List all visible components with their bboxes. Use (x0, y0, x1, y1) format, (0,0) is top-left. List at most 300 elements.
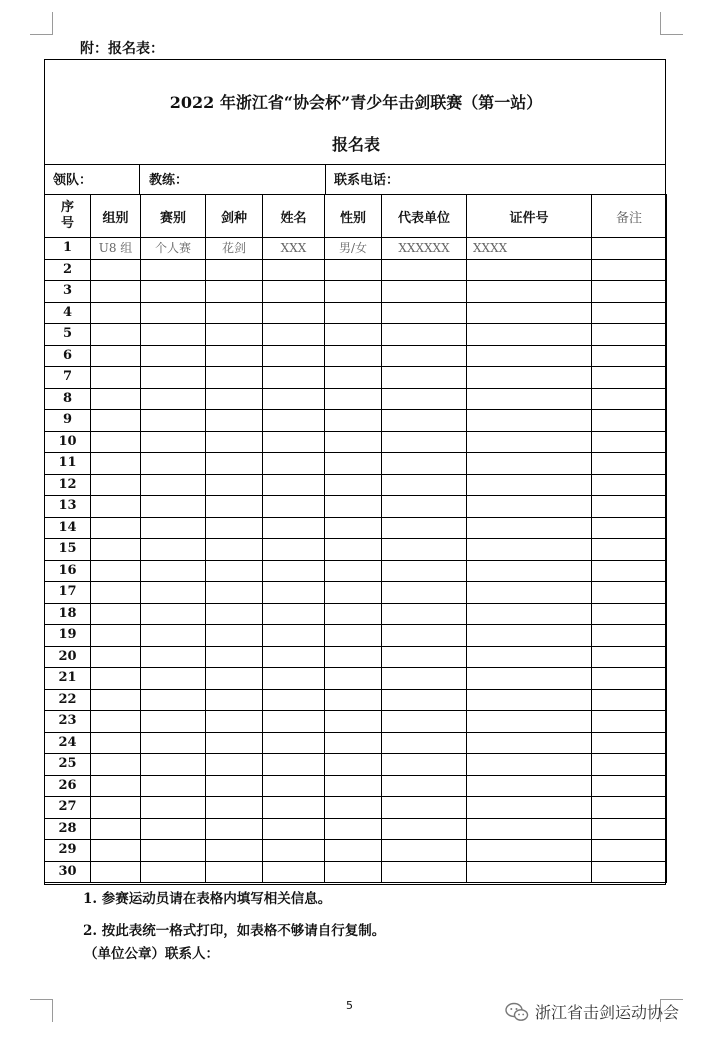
row-number: 22 (45, 689, 91, 711)
cell-name[interactable] (263, 711, 325, 733)
cell-weapon[interactable] (206, 861, 263, 883)
row-number: 19 (45, 625, 91, 647)
cell-gender[interactable] (325, 259, 382, 281)
cell-group[interactable] (91, 281, 141, 303)
cell-unit[interactable] (382, 861, 467, 883)
cell-unit[interactable] (382, 732, 467, 754)
cell-gender[interactable] (325, 496, 382, 518)
cell-weapon[interactable] (206, 324, 263, 346)
cell-unit[interactable] (382, 668, 467, 690)
cell-weapon[interactable] (206, 582, 263, 604)
cell-remark[interactable] (592, 711, 667, 733)
cell-unit[interactable]: XXXXXX (382, 238, 467, 260)
cell-weapon[interactable] (206, 775, 263, 797)
cell-event[interactable] (141, 388, 206, 410)
cell-gender[interactable] (325, 689, 382, 711)
row-number: 9 (45, 410, 91, 432)
row-number: 28 (45, 818, 91, 840)
cell-gender[interactable] (325, 281, 382, 303)
cell-event[interactable] (141, 453, 206, 475)
cell-gender[interactable]: 男/女 (325, 238, 382, 260)
cell-unit[interactable] (382, 474, 467, 496)
row-number: 2 (45, 259, 91, 281)
row-number: 10 (45, 431, 91, 453)
cell-gender[interactable] (325, 474, 382, 496)
cell-gender[interactable] (325, 517, 382, 539)
cell-unit[interactable] (382, 324, 467, 346)
cell-name[interactable] (263, 840, 325, 862)
cell-unit[interactable] (382, 603, 467, 625)
cell-remark[interactable] (592, 582, 667, 604)
cell-id[interactable] (467, 367, 592, 389)
cell-event[interactable] (141, 711, 206, 733)
cell-gender[interactable] (325, 797, 382, 819)
watermark-text: 浙江省击剑运动协会 (535, 1003, 680, 1022)
form-subtitle: 报名表 (331, 135, 380, 154)
cell-weapon[interactable] (206, 517, 263, 539)
header-seq (45, 195, 91, 238)
cell-unit[interactable] (382, 453, 467, 475)
cell-id[interactable] (467, 668, 592, 690)
table-row (45, 238, 667, 260)
table-row (45, 517, 667, 539)
cell-gender[interactable] (325, 861, 382, 883)
cell-group[interactable] (91, 582, 141, 604)
cell-remark[interactable] (592, 302, 667, 324)
cell-weapon[interactable] (206, 431, 263, 453)
cell-event[interactable] (141, 646, 206, 668)
cell-group[interactable] (91, 496, 141, 518)
cell-id[interactable] (467, 259, 592, 281)
cell-remark[interactable] (592, 388, 667, 410)
table-row (45, 345, 667, 367)
cell-name[interactable] (263, 818, 325, 840)
cell-unit[interactable] (382, 517, 467, 539)
coach-field[interactable]: 教练： (139, 164, 325, 195)
cell-name[interactable] (263, 496, 325, 518)
cell-weapon[interactable] (206, 496, 263, 518)
table-row (45, 689, 667, 711)
cell-weapon[interactable] (206, 560, 263, 582)
row-number: 13 (45, 496, 91, 518)
cell-remark[interactable] (592, 345, 667, 367)
cell-gender[interactable] (325, 410, 382, 432)
cell-gender[interactable] (325, 818, 382, 840)
cell-event[interactable] (141, 345, 206, 367)
cell-id[interactable] (467, 861, 592, 883)
row-number: 18 (45, 603, 91, 625)
cell-id[interactable] (467, 711, 592, 733)
cell-unit[interactable] (382, 367, 467, 389)
cell-event[interactable] (141, 754, 206, 776)
cell-event[interactable] (141, 840, 206, 862)
cell-id[interactable]: XXXX (467, 238, 592, 260)
cell-group[interactable] (91, 840, 141, 862)
cell-weapon[interactable] (206, 474, 263, 496)
cell-gender[interactable] (325, 775, 382, 797)
cell-weapon[interactable] (206, 302, 263, 324)
cell-unit[interactable] (382, 818, 467, 840)
header-weapon: 剑种 (206, 195, 263, 238)
table-row (45, 625, 667, 647)
row-number: 17 (45, 582, 91, 604)
cell-name[interactable] (263, 754, 325, 776)
cell-group[interactable] (91, 775, 141, 797)
cell-weapon[interactable] (206, 689, 263, 711)
cell-group[interactable] (91, 324, 141, 346)
cell-unit[interactable] (382, 410, 467, 432)
cell-unit[interactable] (382, 754, 467, 776)
cell-event[interactable] (141, 302, 206, 324)
row-number: 7 (45, 367, 91, 389)
row-number: 14 (45, 517, 91, 539)
cell-name[interactable] (263, 797, 325, 819)
header-group: 组别 (91, 195, 141, 238)
cell-id[interactable] (467, 281, 592, 303)
table-row (45, 560, 667, 582)
cell-id[interactable] (467, 840, 592, 862)
row-number: 1 (45, 238, 91, 260)
form-title: 2022 年浙江省“协会杯”青少年击剑联赛（第一站） (169, 93, 543, 112)
cell-group[interactable] (91, 474, 141, 496)
cell-event[interactable] (141, 539, 206, 561)
cell-event[interactable] (141, 668, 206, 690)
cell-event[interactable] (141, 496, 206, 518)
cell-weapon[interactable] (206, 646, 263, 668)
row-number: 29 (45, 840, 91, 862)
cell-event[interactable] (141, 732, 206, 754)
cell-name[interactable] (263, 668, 325, 690)
row-number: 12 (45, 474, 91, 496)
cell-id[interactable] (467, 732, 592, 754)
cell-id[interactable] (467, 410, 592, 432)
cell-unit[interactable] (382, 689, 467, 711)
cell-gender[interactable] (325, 625, 382, 647)
cell-group[interactable] (91, 560, 141, 582)
header-unit: 代表单位 (382, 195, 467, 238)
cell-group[interactable] (91, 345, 141, 367)
cell-id[interactable] (467, 388, 592, 410)
cell-unit[interactable] (382, 345, 467, 367)
cell-id[interactable] (467, 539, 592, 561)
cell-name[interactable] (263, 732, 325, 754)
cell-gender[interactable] (325, 539, 382, 561)
cell-weapon[interactable] (206, 840, 263, 862)
cell-name[interactable] (263, 625, 325, 647)
cell-unit[interactable] (382, 539, 467, 561)
cell-event[interactable] (141, 625, 206, 647)
table-row (45, 603, 667, 625)
cell-gender[interactable] (325, 840, 382, 862)
attachment-label: 附：报名表： (80, 41, 164, 57)
cell-event[interactable] (141, 410, 206, 432)
wechat-icon (505, 1001, 529, 1023)
cell-event[interactable] (141, 861, 206, 883)
cell-gender[interactable] (325, 324, 382, 346)
cell-group[interactable] (91, 259, 141, 281)
cell-unit[interactable] (382, 775, 467, 797)
table-row (45, 539, 667, 561)
table-row (45, 324, 667, 346)
watermark (505, 1000, 679, 1023)
cell-remark[interactable] (592, 324, 667, 346)
cell-name[interactable]: XXX (263, 238, 325, 260)
cell-id[interactable] (467, 775, 592, 797)
row-number: 11 (45, 453, 91, 475)
cell-event[interactable] (141, 517, 206, 539)
cell-gender[interactable] (325, 732, 382, 754)
cell-group[interactable]: U8 组 (91, 238, 141, 260)
cell-group[interactable] (91, 668, 141, 690)
cell-name[interactable] (263, 582, 325, 604)
cell-event[interactable] (141, 603, 206, 625)
cell-gender[interactable] (325, 603, 382, 625)
table-row (45, 582, 667, 604)
row-number: 26 (45, 775, 91, 797)
cell-group[interactable] (91, 539, 141, 561)
cell-name[interactable] (263, 345, 325, 367)
cell-weapon[interactable] (206, 603, 263, 625)
cell-id[interactable] (467, 431, 592, 453)
cell-unit[interactable] (382, 281, 467, 303)
header-id: 证件号 (467, 195, 592, 238)
cell-group[interactable] (91, 732, 141, 754)
table-row (45, 797, 667, 819)
cell-event[interactable] (141, 775, 206, 797)
cell-group[interactable] (91, 754, 141, 776)
cell-remark[interactable] (592, 238, 667, 260)
cell-gender[interactable] (325, 560, 382, 582)
cell-unit[interactable] (382, 646, 467, 668)
table-row (45, 453, 667, 475)
cell-remark[interactable] (592, 431, 667, 453)
cell-name[interactable] (263, 410, 325, 432)
cell-weapon[interactable] (206, 754, 263, 776)
cell-group[interactable] (91, 646, 141, 668)
cell-event[interactable] (141, 324, 206, 346)
cell-weapon[interactable] (206, 539, 263, 561)
cell-group[interactable] (91, 517, 141, 539)
cell-unit[interactable] (382, 840, 467, 862)
cell-weapon[interactable] (206, 367, 263, 389)
cell-id[interactable] (467, 474, 592, 496)
table-row (45, 259, 667, 281)
cell-remark[interactable] (592, 775, 667, 797)
row-number: 3 (45, 281, 91, 303)
cell-remark[interactable] (592, 754, 667, 776)
cell-gender[interactable] (325, 367, 382, 389)
cell-remark[interactable] (592, 668, 667, 690)
cell-id[interactable] (467, 496, 592, 518)
cell-id[interactable] (467, 453, 592, 475)
cell-remark[interactable] (592, 732, 667, 754)
cell-event[interactable] (141, 431, 206, 453)
cell-weapon[interactable] (206, 388, 263, 410)
cell-remark[interactable] (592, 689, 667, 711)
cell-unit[interactable] (382, 496, 467, 518)
row-number: 25 (45, 754, 91, 776)
cell-name[interactable] (263, 431, 325, 453)
cell-name[interactable] (263, 861, 325, 883)
cell-unit[interactable] (382, 711, 467, 733)
cell-remark[interactable] (592, 818, 667, 840)
cell-id[interactable] (467, 345, 592, 367)
cell-name[interactable] (263, 560, 325, 582)
cell-event[interactable]: 个人赛 (141, 238, 206, 260)
cell-name[interactable] (263, 517, 325, 539)
cell-unit[interactable] (382, 259, 467, 281)
cell-group[interactable] (91, 711, 141, 733)
cell-remark[interactable] (592, 539, 667, 561)
cell-remark[interactable] (592, 496, 667, 518)
cell-remark[interactable] (592, 560, 667, 582)
cell-remark[interactable] (592, 603, 667, 625)
cell-id[interactable] (467, 517, 592, 539)
cell-weapon[interactable] (206, 668, 263, 690)
cell-weapon[interactable] (206, 345, 263, 367)
cell-remark[interactable] (592, 453, 667, 475)
cell-unit[interactable] (382, 625, 467, 647)
cell-unit[interactable] (382, 797, 467, 819)
cell-weapon[interactable] (206, 453, 263, 475)
cell-remark[interactable] (592, 646, 667, 668)
cell-group[interactable] (91, 603, 141, 625)
cell-group[interactable] (91, 367, 141, 389)
cell-name[interactable] (263, 388, 325, 410)
cell-remark[interactable] (592, 410, 667, 432)
cell-remark[interactable] (592, 281, 667, 303)
cell-weapon[interactable] (206, 259, 263, 281)
cell-id[interactable] (467, 603, 592, 625)
cell-event[interactable] (141, 367, 206, 389)
cell-remark[interactable] (592, 259, 667, 281)
cell-name[interactable] (263, 689, 325, 711)
cell-gender[interactable] (325, 711, 382, 733)
cell-remark[interactable] (592, 840, 667, 862)
cell-group[interactable] (91, 861, 141, 883)
cell-group[interactable] (91, 818, 141, 840)
crop-mark-bottom-left (30, 999, 53, 1022)
cell-unit[interactable] (382, 302, 467, 324)
cell-group[interactable] (91, 453, 141, 475)
table-row (45, 367, 667, 389)
cell-name[interactable] (263, 281, 325, 303)
cell-unit[interactable] (382, 560, 467, 582)
table-header-row (45, 195, 667, 238)
cell-event[interactable] (141, 582, 206, 604)
cell-id[interactable] (467, 324, 592, 346)
cell-name[interactable] (263, 775, 325, 797)
row-number: 8 (45, 388, 91, 410)
cell-gender[interactable] (325, 646, 382, 668)
cell-name[interactable] (263, 453, 325, 475)
table-row (45, 474, 667, 496)
cell-name[interactable] (263, 259, 325, 281)
cell-weapon[interactable] (206, 732, 263, 754)
cell-group[interactable] (91, 797, 141, 819)
table-row (45, 732, 667, 754)
row-number: 20 (45, 646, 91, 668)
cell-remark[interactable] (592, 367, 667, 389)
cell-gender[interactable] (325, 431, 382, 453)
cell-event[interactable] (141, 259, 206, 281)
cell-id[interactable] (467, 646, 592, 668)
row-number: 23 (45, 711, 91, 733)
cell-name[interactable] (263, 539, 325, 561)
cell-remark[interactable] (592, 517, 667, 539)
cell-gender[interactable] (325, 453, 382, 475)
header-gender: 性别 (325, 195, 382, 238)
cell-id[interactable] (467, 689, 592, 711)
cell-gender[interactable] (325, 388, 382, 410)
cell-unit[interactable] (382, 388, 467, 410)
cell-remark[interactable] (592, 474, 667, 496)
cell-weapon[interactable] (206, 711, 263, 733)
header-event: 赛别 (141, 195, 206, 238)
cell-name[interactable] (263, 302, 325, 324)
cell-event[interactable] (141, 689, 206, 711)
cell-id[interactable] (467, 625, 592, 647)
cell-event[interactable] (141, 281, 206, 303)
cell-event[interactable] (141, 474, 206, 496)
cell-group[interactable] (91, 410, 141, 432)
cell-weapon[interactable]: 花剑 (206, 238, 263, 260)
phone-field[interactable]: 联系电话： (325, 164, 666, 195)
cell-gender[interactable] (325, 668, 382, 690)
cell-gender[interactable] (325, 582, 382, 604)
cell-weapon[interactable] (206, 818, 263, 840)
cell-weapon[interactable] (206, 625, 263, 647)
cell-id[interactable] (467, 754, 592, 776)
table-row (45, 861, 667, 883)
cell-id[interactable] (467, 582, 592, 604)
cell-gender[interactable] (325, 345, 382, 367)
cell-event[interactable] (141, 797, 206, 819)
cell-id[interactable] (467, 560, 592, 582)
cell-remark[interactable] (592, 797, 667, 819)
cell-group[interactable] (91, 302, 141, 324)
cell-unit[interactable] (382, 431, 467, 453)
note-print-format: 2. 按此表统一格式打印，如表格不够请自行复制。 (83, 923, 386, 939)
cell-name[interactable] (263, 646, 325, 668)
cell-id[interactable] (467, 818, 592, 840)
leader-field[interactable]: 领队： (44, 164, 139, 195)
header-remark: 备注 (592, 195, 667, 238)
cell-weapon[interactable] (206, 281, 263, 303)
cell-weapon[interactable] (206, 797, 263, 819)
cell-unit[interactable] (382, 582, 467, 604)
cell-group[interactable] (91, 388, 141, 410)
cell-gender[interactable] (325, 302, 382, 324)
cell-remark[interactable] (592, 861, 667, 883)
header-name: 姓名 (263, 195, 325, 238)
cell-name[interactable] (263, 324, 325, 346)
row-number: 24 (45, 732, 91, 754)
cell-event[interactable] (141, 818, 206, 840)
cell-gender[interactable] (325, 754, 382, 776)
cell-group[interactable] (91, 625, 141, 647)
cell-id[interactable] (467, 302, 592, 324)
cell-name[interactable] (263, 603, 325, 625)
cell-name[interactable] (263, 367, 325, 389)
cell-id[interactable] (467, 797, 592, 819)
cell-group[interactable] (91, 689, 141, 711)
cell-event[interactable] (141, 560, 206, 582)
cell-name[interactable] (263, 474, 325, 496)
cell-group[interactable] (91, 431, 141, 453)
cell-remark[interactable] (592, 625, 667, 647)
cell-weapon[interactable] (206, 410, 263, 432)
